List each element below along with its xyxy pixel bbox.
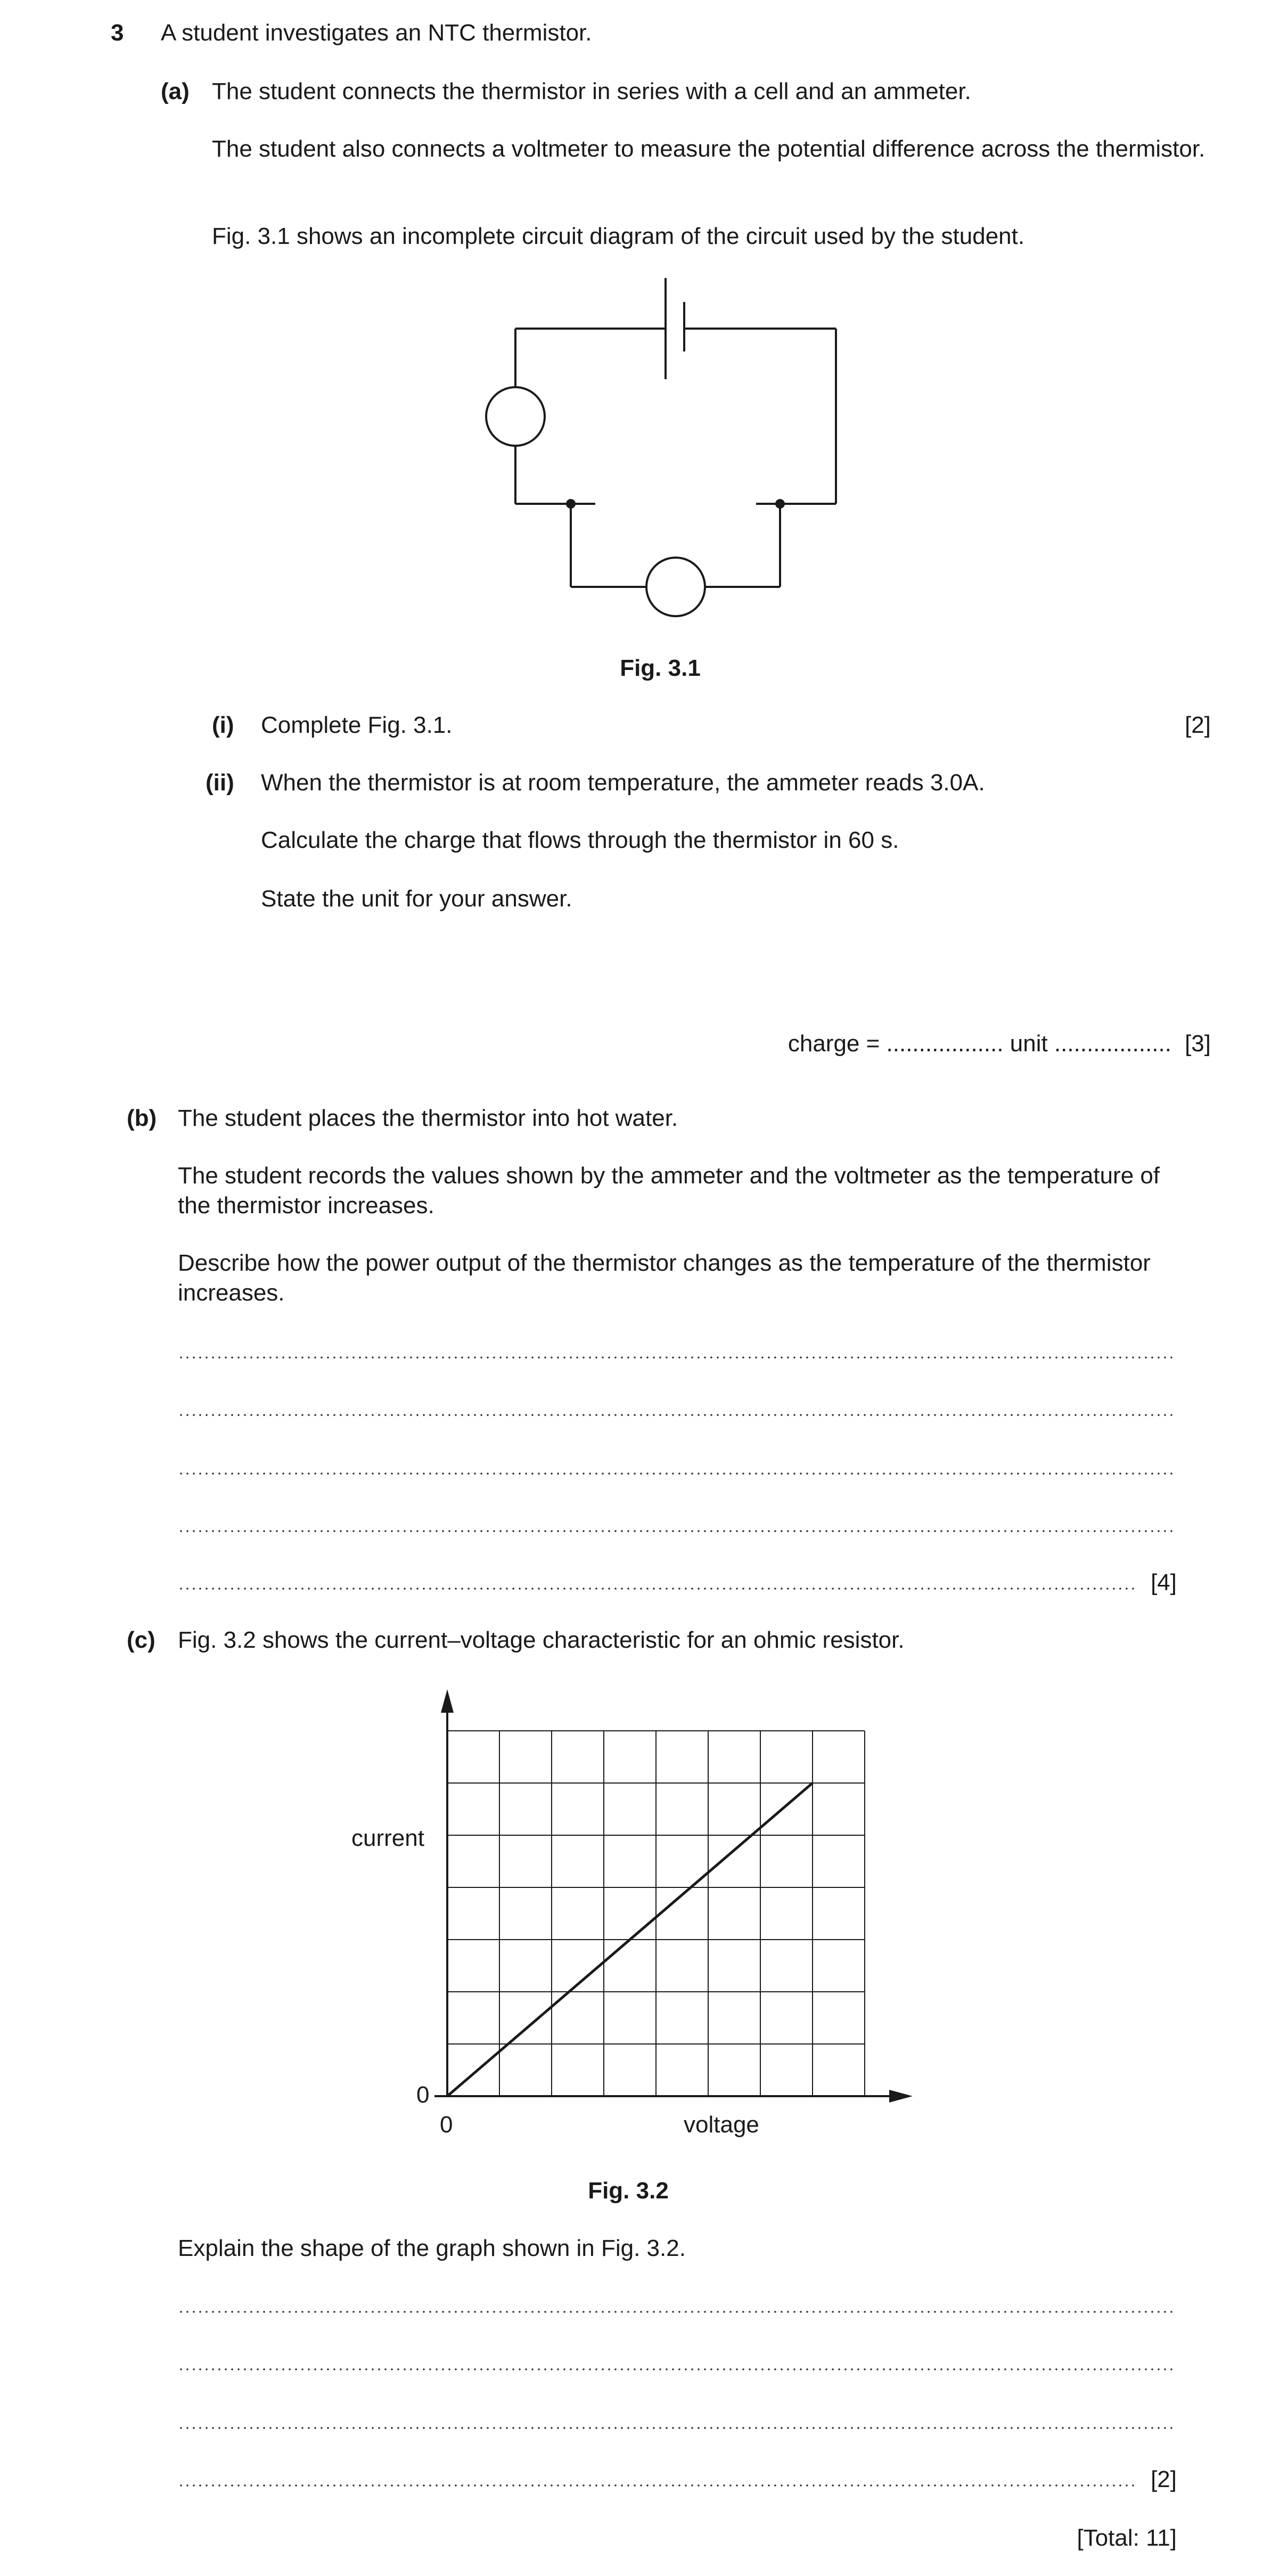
- part-a-text-3: Fig. 3.1 shows an incomplete circuit diagram of the circuit used by the student.: [212, 223, 1025, 249]
- answer-line-c-1[interactable]: [178, 2310, 1177, 2313]
- part-b-text-2: The student records the values shown by the ammeter and the voltmeter as the temperature of the thermistor increases.: [178, 1163, 1160, 1219]
- part-c-text-2: Explain the shape of the graph shown in Fig. 3.2.: [178, 2235, 686, 2261]
- fig-3-2-caption: Fig. 3.2: [588, 2178, 669, 2204]
- part-c-label: (c): [127, 1627, 155, 1653]
- answer-line-c-3[interactable]: [178, 2426, 1177, 2430]
- part-b-text-3: Describe how the power output of the thermistor changes as the temperature of the thermistor increases.: [178, 1250, 1151, 1306]
- x-axis-arrow: [889, 2090, 913, 2103]
- part-a-i-label: (i): [212, 712, 234, 738]
- part-a-ii-marks: [3]: [1185, 1031, 1211, 1057]
- part-a-text-2: The student also connects a voltmeter to measure the potential difference across the thermistor.: [212, 136, 1205, 162]
- part-a-i-text: Complete Fig. 3.1.: [261, 712, 453, 738]
- graph-axes: [434, 1689, 913, 2103]
- charge-answer-line[interactable]: charge = .................. unit ..................: [787, 1031, 1171, 1057]
- part-a-ii-text-3: State the unit for your answer.: [261, 886, 572, 912]
- answer-line-c-2[interactable]: [178, 2368, 1177, 2371]
- total-marks: [Total: 11]: [1077, 2525, 1177, 2551]
- y-axis-arrow: [441, 1689, 454, 1713]
- part-b-marks: [4]: [1151, 1569, 1177, 1596]
- question-number: 3: [111, 20, 124, 46]
- y-origin-label: 0: [416, 2082, 430, 2108]
- x-axis-label: voltage: [684, 2112, 759, 2138]
- part-a-text-1: The student connects the thermistor in series with a cell and an ammeter.: [212, 78, 971, 104]
- part-a-ii-text-2: Calculate the charge that flows through the thermistor in 60 s.: [261, 827, 899, 853]
- fig-3-1-caption: Fig. 3.1: [620, 655, 701, 681]
- part-a-ii-text-1: When the thermistor is at room temperature, the ammeter reads 3.0A.: [261, 770, 985, 796]
- question-intro: A student investigates an NTC thermistor.: [161, 20, 592, 46]
- part-a-label: (a): [161, 78, 190, 104]
- y-axis-label: current: [351, 1825, 424, 1851]
- part-b-text-1: The student places the thermistor into hot water.: [178, 1105, 678, 1131]
- x-origin-label: 0: [440, 2112, 453, 2138]
- part-a-i-marks: [2]: [1185, 712, 1211, 738]
- part-a-ii-label: (ii): [206, 770, 234, 796]
- part-c-marks: [2]: [1151, 2466, 1177, 2492]
- part-c-text-1: Fig. 3.2 shows the current–voltage characteristic for an ohmic resistor.: [178, 1627, 905, 1653]
- answer-line-c-4[interactable]: [178, 2484, 1136, 2487]
- part-b-label: (b): [127, 1105, 157, 1131]
